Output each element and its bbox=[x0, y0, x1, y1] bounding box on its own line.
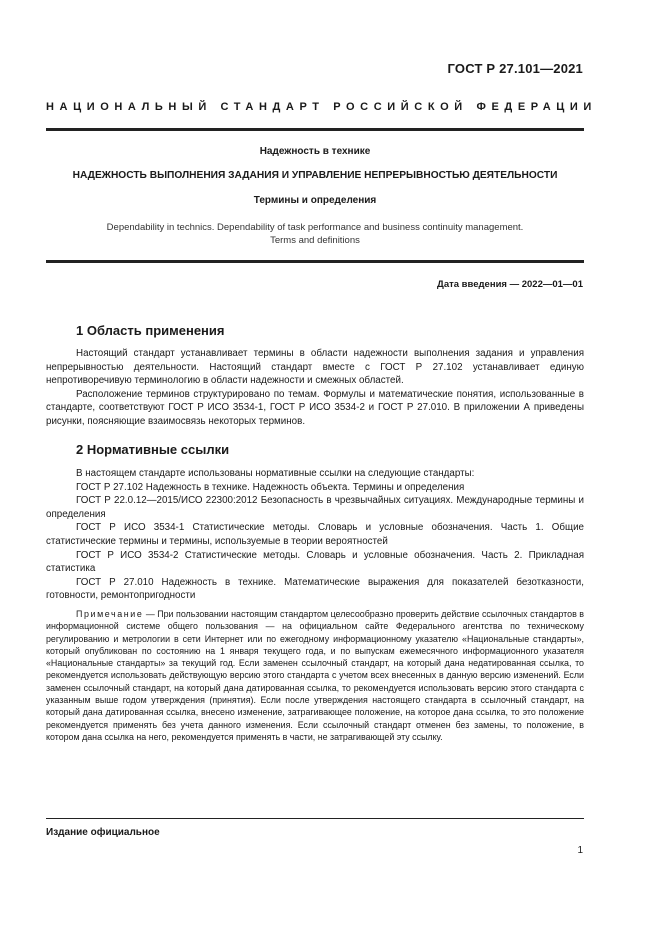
reference-note bbox=[46, 608, 584, 743]
reference-item: ГОСТ Р ИСО 3534-2 Статистические методы. Словарь и условные обозначения. Часть 2. Прикладная статистика bbox=[46, 549, 584, 575]
section-1-paragraph: Настоящий стандарт устанавливает термины в области надежности выполнения задания и управления непрерывностью деятельности. Настоящий стандарт вместе с ГОСТ Р 27.102 устанавливает единую непротиворечивую терминологию в области надежности и смежных областей. bbox=[46, 348, 584, 387]
section-1-paragraph: Расположение терминов структурировано по темам. Формулы и математические понятия, использованные в стандарте, соответствуют ГОСТ Р ИСО 3534-1, ГОСТ Р ИСО 3534-2 и ГОСТ Р 27.010. В приложении А приведены рисунки, поясняющие взаимосвязь некоторых терминов. bbox=[46, 388, 584, 427]
section-2-heading: 2 Нормативные ссылки bbox=[76, 442, 230, 457]
section-2-body bbox=[46, 467, 584, 603]
standard-code: ГОСТ Р 27.101—2021 bbox=[447, 61, 583, 76]
introduction-date: Дата введения — 2022—01—01 bbox=[437, 279, 583, 290]
note-label: Примечание bbox=[76, 609, 144, 619]
english-title-line-1: Dependability in technics. Dependability of task performance and business continuity management. bbox=[106, 222, 524, 233]
official-edition-label: Издание официальное bbox=[46, 827, 160, 838]
document-title: НАДЕЖНОСТЬ ВЫПОЛНЕНИЯ ЗАДАНИЯ И УПРАВЛЕНИЕ НЕПРЕРЫВНОСТЬЮ ДЕЯТЕЛЬНОСТИ bbox=[72, 170, 558, 181]
reference-item: ГОСТ Р 27.010 Надежность в технике. Математические выражения для показателей безотказности, готовности, ремонтопригодности bbox=[46, 576, 584, 602]
page-number: 1 bbox=[577, 845, 583, 856]
english-title bbox=[46, 221, 584, 247]
section-1-heading: 1 Область применения bbox=[76, 323, 225, 338]
reference-item: ГОСТ Р ИСО 3534-1 Статистические методы. Словарь и условные обозначения. Часть 1. Общие статистические термины и термины, используемые в теории вероятностей bbox=[46, 522, 584, 547]
document-subtitle: Надежность в технике bbox=[259, 146, 371, 157]
section-2-intro: В настоящем стандарте использованы нормативные ссылки на следующие стандарты: bbox=[76, 468, 475, 479]
footer-divider bbox=[46, 818, 584, 819]
english-title-line-2: Terms and definitions bbox=[270, 235, 360, 246]
reference-item: ГОСТ Р 22.0.12—2015/ИСО 22300:2012 Безопасность в чрезвычайных ситуациях. Международные термины и определения bbox=[46, 495, 584, 520]
top-divider bbox=[46, 128, 584, 131]
terms-heading: Термины и определения bbox=[253, 195, 377, 206]
national-standard-title: НАЦИОНАЛЬНЫЙ СТАНДАРТ РОССИЙСКОЙ ФЕДЕРАЦИИ bbox=[46, 101, 597, 113]
bottom-divider bbox=[46, 260, 584, 263]
section-1-body bbox=[46, 347, 584, 429]
reference-item: ГОСТ Р 27.102 Надежность в технике. Надежность объекта. Термины и определения bbox=[76, 481, 465, 493]
note-text: — При пользовании настоящим стандартом целесообразно проверить действие ссылочных стандартов в информационной системе общего пользования — на официальном сайте Федерального агентства по техническому регулированию и метрологии в сети Интернет или по ежегодному информационному указателю «Национальные стандарты», который опубликован по состоянию на 1 января текущего года, и по выпускам ежемесячного информационного указателя «Национальные стандарты» за текущий год. Если заменен ссылочный стандарт, на который дана недатированная ссылка, то рекомендуется использовать действующую версию этого стандарта с учетом всех внесенных в данную версию изменений. Если заменен ссылочный стандарт, на который дана датированная ссылка, то рекомендуется использовать версию этого стандарта с указанным выше годом утверждения (принятия). Если после утверждения настоящего стандарта в ссылочный стандарт, на который дана датированная ссылка, внесено изменение, затрагивающее положение, на которое дана ссылка, то это положение рекомендуется применять без учета данного изменения. Если ссылочный стандарт отменен без замены, то положение, в котором дана ссылка на него, рекомендуется применять в части, не затрагивающей эту ссылку. bbox=[46, 609, 584, 742]
